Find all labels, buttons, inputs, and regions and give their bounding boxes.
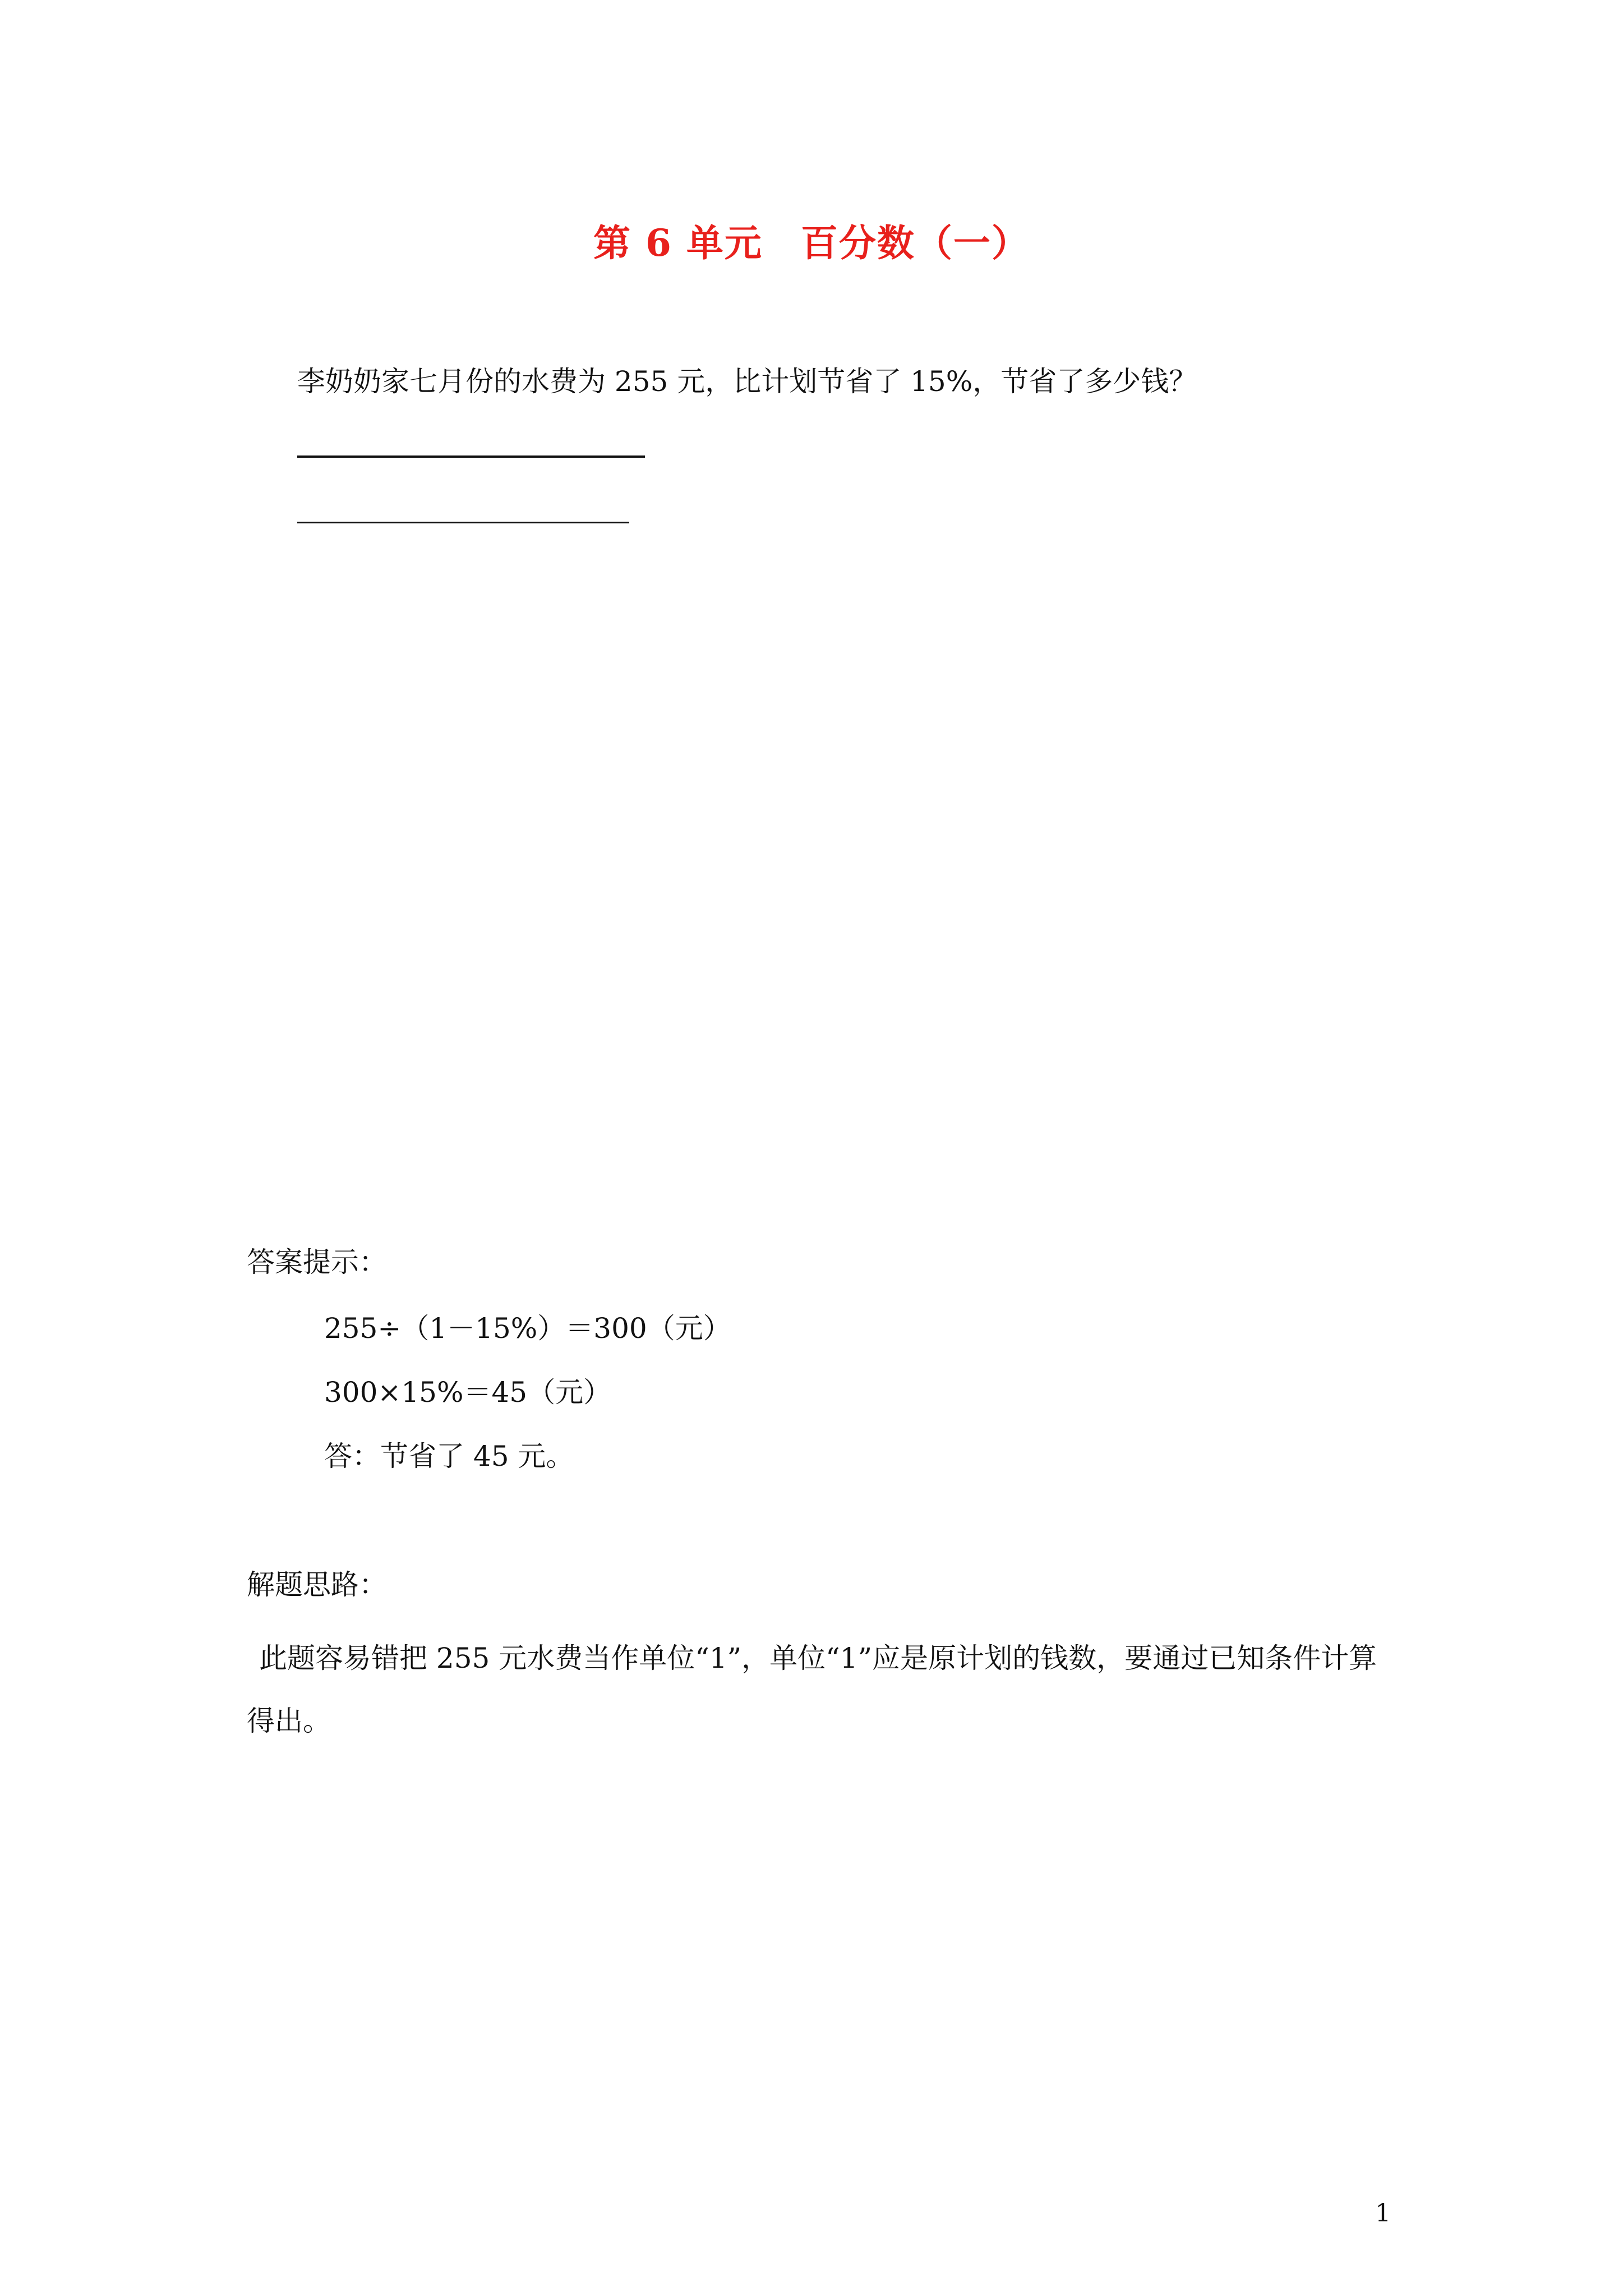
solution-idea-label: 解题思路：: [247, 1568, 387, 1601]
answer-line-1[interactable]: [297, 455, 645, 458]
answer-hint-label: 答案提示：: [247, 1246, 387, 1278]
answer-step-1: 255÷（1－15%）＝300（元）: [324, 1312, 731, 1345]
unit-title: 第 6 单元 百分数（一）: [593, 221, 1030, 265]
answer-step-3: 答：节省了 45 元。: [324, 1440, 574, 1473]
solution-idea-text: 此题容易错把 255 元水费当作单位“1”，单位“1”应是原计划的钱数，要通过已知条件计算得出。: [247, 1642, 1377, 1737]
answer-line-2[interactable]: [297, 522, 629, 523]
answer-step-2: 300×15%＝45（元）: [324, 1376, 612, 1409]
page-number: 1: [1375, 2199, 1391, 2228]
question-text: 李奶奶家七月份的水费为 255 元，比计划节省了 15%，节省了多少钱？: [297, 365, 1197, 398]
